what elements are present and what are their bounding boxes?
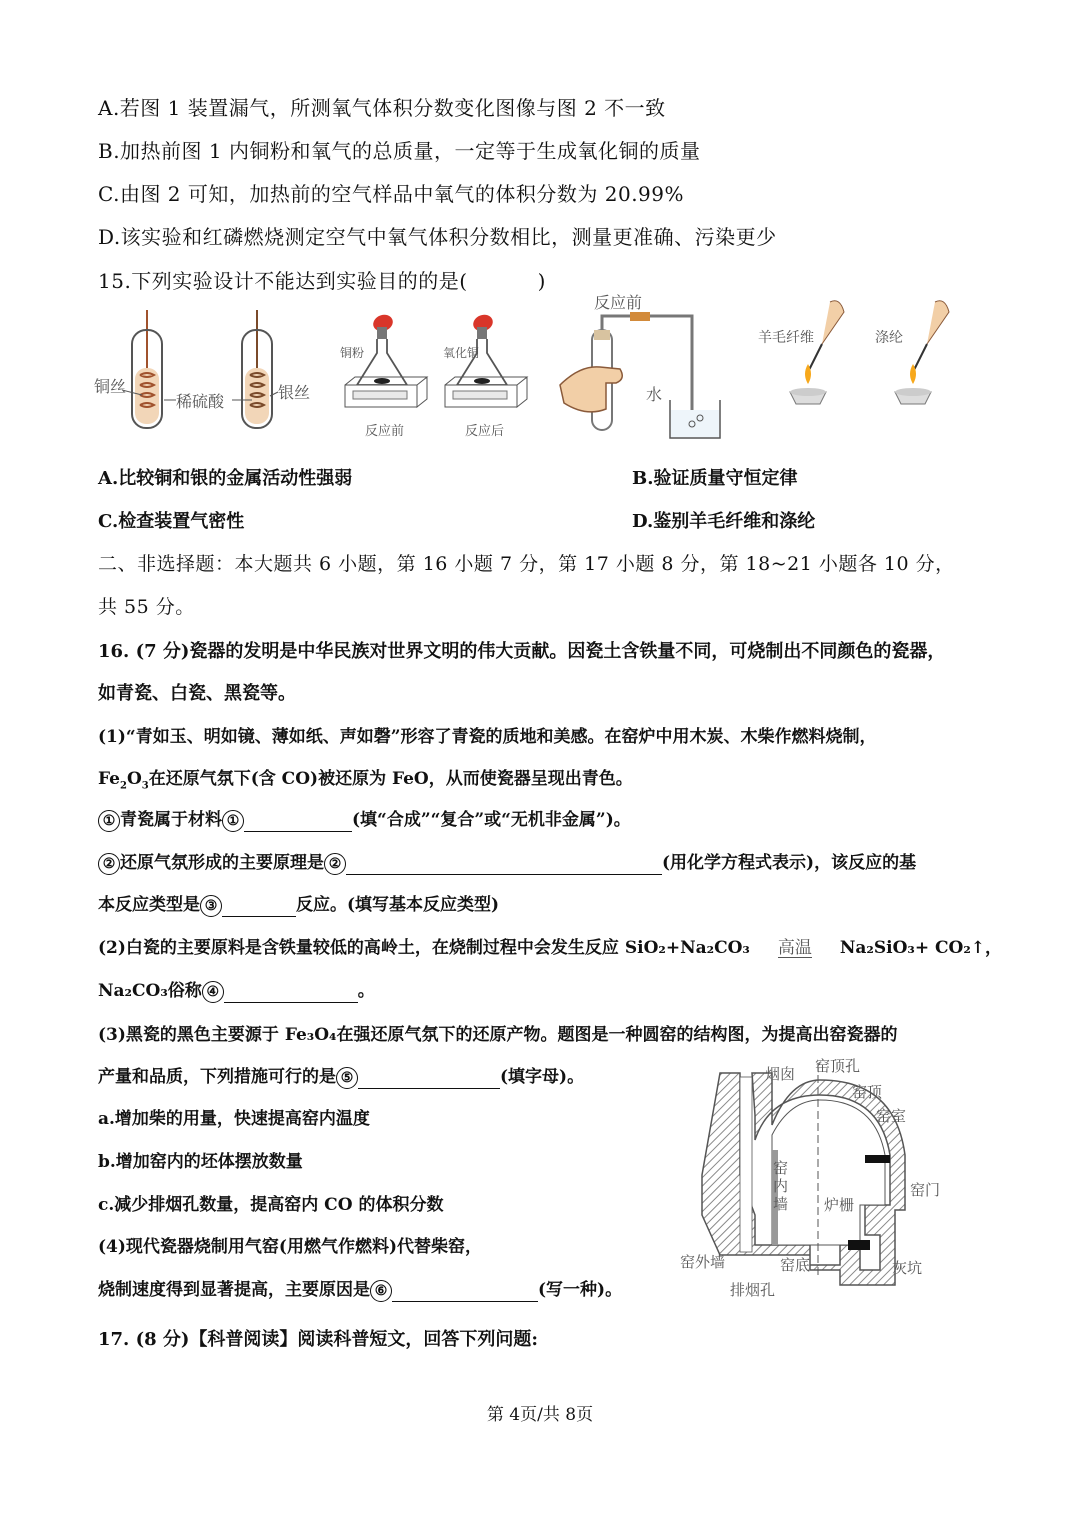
q16-sub2-line2-pre: 本反应类型是 xyxy=(98,895,200,915)
q15-stem-end: ) xyxy=(537,269,546,293)
answer-blank-4[interactable] xyxy=(224,980,358,1003)
q16-sub2-pre: 还原气氛形成的主要原理是 xyxy=(120,853,324,873)
q15-option-b: B.验证质量守恒定律 xyxy=(632,468,798,489)
q16-p1-line2 xyxy=(98,764,633,791)
q16-p4-line2 xyxy=(98,1275,622,1302)
label-before: 反应前 xyxy=(365,424,405,439)
q16-p4-line1: (4)现代瓷器烧制用气窑(用燃气作燃料)代替柴窑， xyxy=(98,1237,483,1257)
q17-title: 17. (8 分)【科普阅读】阅读科普短文，回答下列问题: xyxy=(98,1329,539,1350)
label-copper-wire: 铜丝 xyxy=(94,377,127,396)
q16-p4-line2-post: (写一种)。 xyxy=(538,1280,623,1300)
kiln-top-hole: 窑顶孔 xyxy=(815,1057,861,1075)
q16-option-a: a.增加柴的用量，快速提高窑内温度 xyxy=(98,1109,370,1129)
figure-airtightness xyxy=(550,290,730,440)
section2-line1: 二、非选择题：本大题共 6 小题，第 16 小题 7 分，第 17 小题 8 分，第 18~21 小题各 10 分， xyxy=(98,553,955,575)
q15-option-a: A.比较铜和银的金属活动性强弱 xyxy=(98,468,353,489)
answer-blank-2[interactable] xyxy=(346,852,662,875)
figure-test-tubes xyxy=(92,300,322,440)
kiln-inner-wall-1: 窑 xyxy=(773,1159,789,1177)
section2-line2: 共 55 分。 xyxy=(98,596,195,618)
o-sub: 3 xyxy=(141,780,149,792)
answer-blank-5[interactable] xyxy=(358,1066,500,1089)
kiln-inner-wall-2: 内 xyxy=(773,1177,789,1195)
q16-sub1 xyxy=(98,805,631,832)
answer-blank-1[interactable] xyxy=(244,809,352,832)
q15-option-c: C.检查装置气密性 xyxy=(98,511,245,532)
kiln-door: 窑门 xyxy=(910,1181,941,1199)
q15-stem-text: 15.下列实验设计不能达到实验目的的是( xyxy=(98,269,468,293)
p1-line2-rest: 在还原气氛下(含 CO)被还原为 FeO，从而使瓷器呈现出青色。 xyxy=(148,769,633,789)
kiln-diagram xyxy=(680,1055,970,1305)
q16-p2-line2-post: 。 xyxy=(357,981,375,1001)
label-dilute-acid: 稀硫酸 xyxy=(176,392,225,411)
q16-sub2-post: (用化学方程式表示)，该反应的基 xyxy=(662,853,917,873)
circled-4-blank: ④ xyxy=(202,981,224,1003)
label-polyester: 涤纶 xyxy=(875,330,903,346)
kiln-outer-wall: 窑外墙 xyxy=(680,1253,726,1271)
kiln-inner-wall-3: 墙 xyxy=(773,1195,789,1213)
q15-option-d: D.鉴别羊毛纤维和涤纶 xyxy=(632,511,816,532)
q16-p3-line1: (3)黑瓷的黑色主要源于 Fe₃O₄在强还原气氛下的还原产物。题图是一种圆窑的结构图，为提高出窑瓷器的 xyxy=(98,1025,898,1045)
q16-p4-line2-pre: 烧制速度得到显著提高，主要原因是 xyxy=(98,1280,370,1300)
o-symbol: O xyxy=(126,769,142,789)
q16-sub2-line2-post: 反应。(填写基本反应类型) xyxy=(296,895,500,915)
reaction-condition: 高温 xyxy=(777,938,812,958)
q14-option-c: C.由图 2 可知，加热前的空气样品中氧气的体积分数为 20.99% xyxy=(98,182,685,206)
fe-symbol: Fe xyxy=(98,769,120,789)
answer-blank-3[interactable] xyxy=(222,894,296,917)
q14-option-d: D.该实验和红磷燃烧测定空气中氧气体积分数相比，测量更准确、污染更少 xyxy=(98,225,777,249)
circled-2-blank: ② xyxy=(324,853,346,875)
q16-sub2 xyxy=(98,848,916,875)
q16-p3-line2-pre: 产量和品质，下列措施可行的是 xyxy=(98,1067,336,1087)
circled-3-blank: ③ xyxy=(200,895,222,917)
q16-p3-line2-post: (填字母)。 xyxy=(500,1067,585,1087)
q16-option-c: c.减少排烟孔数量，提高窑内 CO 的体积分数 xyxy=(98,1195,444,1215)
kiln-bottom: 窑底 xyxy=(780,1256,811,1274)
circled-6-blank: ⑥ xyxy=(370,1280,392,1302)
kiln-chimney: 烟囱 xyxy=(765,1065,796,1083)
circled-1: ① xyxy=(98,810,120,832)
circled-1-blank: ① xyxy=(222,810,244,832)
q16-p3-line2 xyxy=(98,1062,584,1089)
figure-balance-flasks xyxy=(335,305,535,445)
q14-option-a: A.若图 1 装置漏气，所测氧气体积分数变化图像与图 2 不一致 xyxy=(98,96,666,120)
label-wool: 羊毛纤维 xyxy=(758,330,814,346)
q16-p2-line2 xyxy=(98,976,375,1003)
q16-p2-line1 xyxy=(98,933,1002,958)
page-footer: 第 4页/共 8页 xyxy=(486,1405,594,1425)
fe-sub: 2 xyxy=(119,780,127,792)
q16-option-b: b.增加窑内的坯体摆放数量 xyxy=(98,1152,303,1172)
figure-burning-test xyxy=(750,292,970,422)
label-copper-oxide: 氧化铜 xyxy=(443,346,480,360)
kiln-flue: 排烟孔 xyxy=(730,1281,776,1299)
q15-stem xyxy=(98,265,546,294)
kiln-top: 窑顶 xyxy=(852,1083,883,1101)
q16-intro-1: 16. (7 分)瓷器的发明是中华民族对世界文明的伟大贡献。因瓷土含铁量不同，可烧制出不同颜色的瓷器， xyxy=(98,641,946,662)
label-silver-wire: 银丝 xyxy=(278,383,311,402)
circled-2: ② xyxy=(98,853,120,875)
q16-sub2-line2 xyxy=(98,890,499,917)
q16-intro-2: 如青瓷、白瓷、黑瓷等。 xyxy=(98,683,296,704)
q16-p2-text: (2)白瓷的主要原料是含铁量较低的高岭土，在烧制过程中会发生反应 SiO₂+Na₂CO₃ xyxy=(98,938,750,958)
kiln-chamber: 窑室 xyxy=(876,1107,907,1125)
q16-sub1-post: (填“合成”“复合”或“无机非金属”)。 xyxy=(352,810,631,830)
label-before-reaction: 反应前 xyxy=(594,293,643,312)
kiln-ash-pit: 灰坑 xyxy=(892,1259,923,1277)
q16-sub1-pre: 青瓷属于材料 xyxy=(120,810,222,830)
answer-blank-6[interactable] xyxy=(392,1279,538,1302)
circled-5-blank: ⑤ xyxy=(336,1067,358,1089)
label-water: 水 xyxy=(646,385,663,404)
q16-p2-line2-pre: Na₂CO₃俗称 xyxy=(98,981,202,1001)
label-after: 反应后 xyxy=(465,424,505,439)
kiln-grate: 炉栅 xyxy=(824,1196,855,1214)
q14-option-b: B.加热前图 1 内铜粉和氧气的总质量，一定等于生成氧化铜的质量 xyxy=(98,139,701,163)
label-copper-powder: 铜粉 xyxy=(340,346,365,360)
reaction-products: Na₂SiO₃+ CO₂↑， xyxy=(839,938,1003,958)
q16-p1-line1: (1)“青如玉、明如镜、薄如纸、声如磬”形容了青瓷的质地和美感。在窑炉中用木炭、木柴作燃料烧制， xyxy=(98,727,877,747)
